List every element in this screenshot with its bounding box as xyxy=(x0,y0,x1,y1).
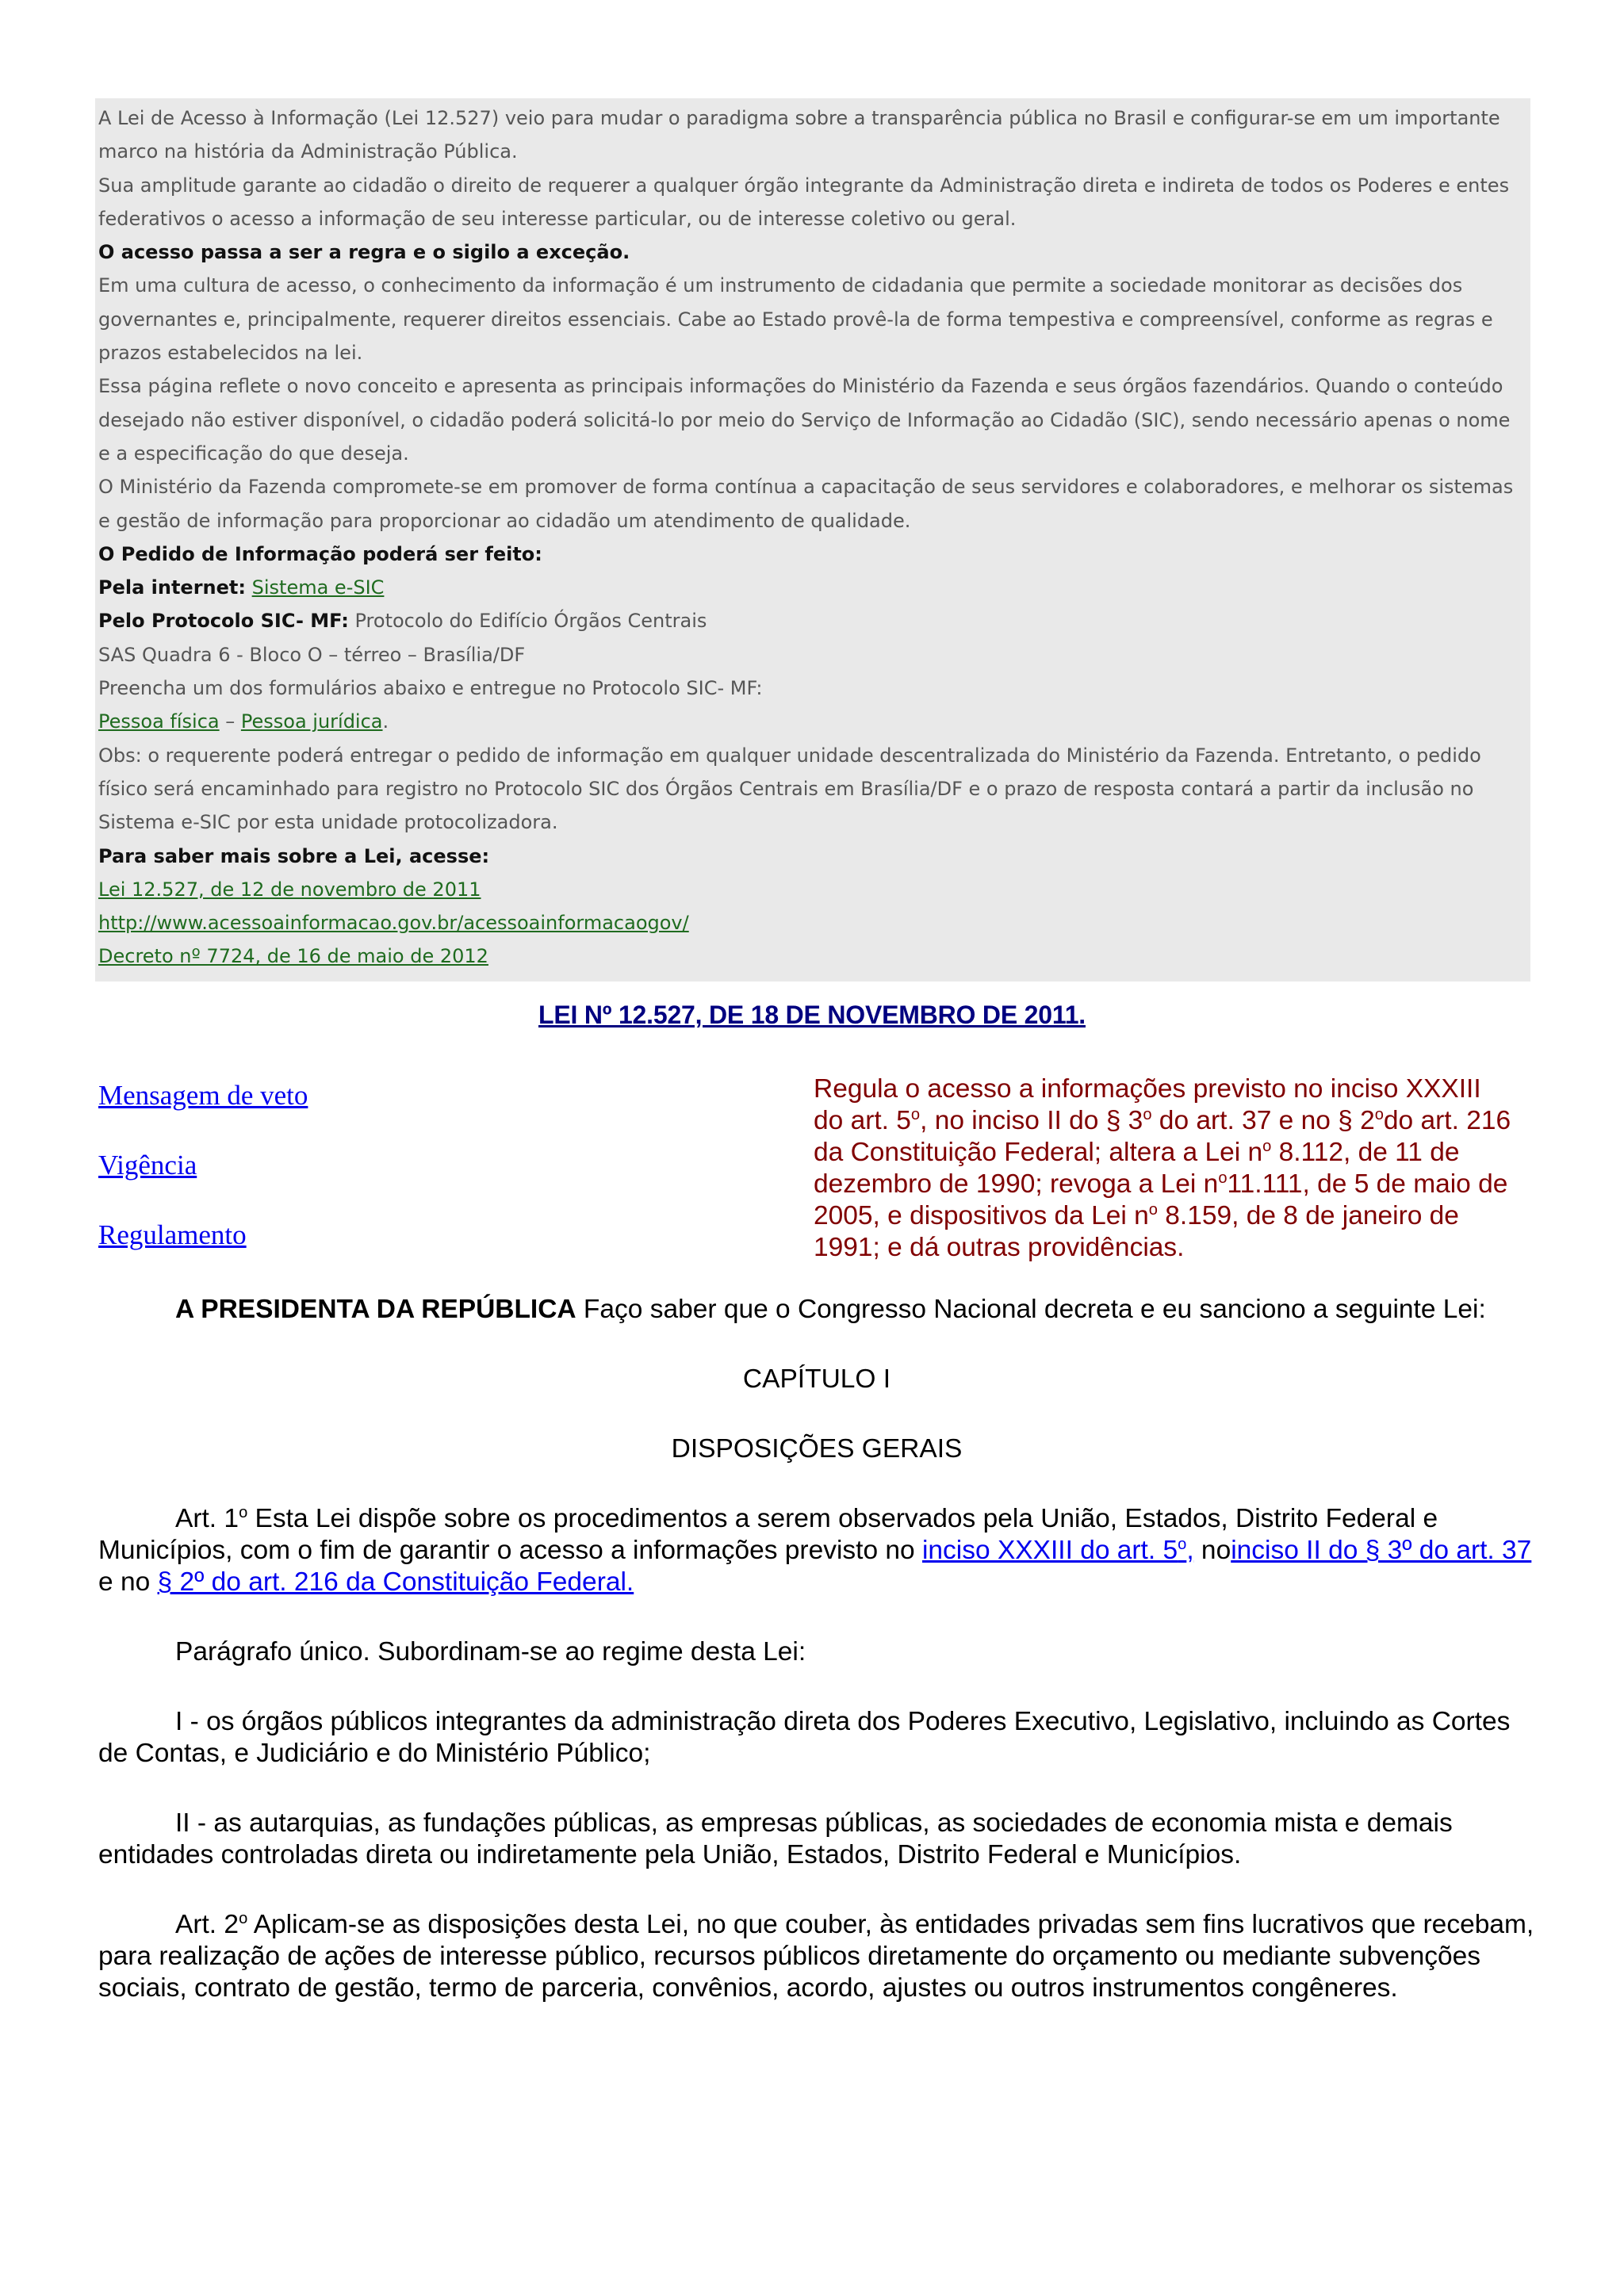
ementa-text: 8.112, de 11 de dezembro de 1990; revoga a Lei n xyxy=(814,1138,1460,1199)
law-ementa xyxy=(814,1073,1511,1264)
art2-text: Aplicam-se as disposições desta Lei, no que couber, às entidades privadas sem fins lucrativos que recebam, para realização de ações de interesse público, recursos públicos diretamente do orçamento ou mediante subvenções sociais, contrato de gestão, termo de parceria, convênios, acordo, ajustes ou outros instrumentos congêneres. xyxy=(98,1910,1534,2003)
ordinal: o xyxy=(1178,1535,1187,1553)
inciso-xxxiii-link[interactable] xyxy=(922,1536,1194,1565)
law-title[interactable]: LEI Nº 12.527, DE 18 DE NOVEMBRO DE 2011. xyxy=(538,1001,1086,1029)
lei-link[interactable]: Lei 12.527, de 12 de novembro de 2011 xyxy=(98,878,481,901)
side-links xyxy=(98,1080,308,1289)
learn-more-heading: Para saber mais sobre a Lei, acesse: xyxy=(98,844,490,867)
chapter-title: DISPOSIÇÕES GERAIS xyxy=(671,1434,963,1464)
ementa-text: do art. 37 e no § 2 xyxy=(1151,1106,1375,1135)
ordinal: o xyxy=(239,1909,248,1927)
ordinal: o xyxy=(1218,1169,1228,1187)
ementa-text: , no inciso II do § 3 xyxy=(920,1106,1143,1135)
preamble-bold: A PRESIDENTA DA REPÚBLICA xyxy=(175,1295,576,1324)
preamble xyxy=(98,1294,1535,1326)
ementa-text: Regula o acesso a informações previsto no inciso XXXIII do art. 5 xyxy=(814,1074,1481,1135)
article-2 xyxy=(98,1909,1535,2004)
page-description-paragraph: Essa página reflete o novo conceito e apresenta as principais informações do Ministério da Fazenda e seus órgãos fazendários. Quando o conteúdo desejado não estiver disponível, o cidadão poderá solicitá-lo por meio do Serviço de Informação ao Cidadão (SIC), sendo necessário apenas o nome e a especificação do que deseja. xyxy=(98,375,1511,465)
decreto-link[interactable]: Decreto nº 7724, de 16 de maio de 2012 xyxy=(98,945,488,968)
vigencia-link[interactable]: Vigência xyxy=(98,1150,197,1181)
access-rule-heading: O acesso passa a ser a regra e o sigilo a exceção. xyxy=(98,241,630,264)
art2-label: Art. 2 xyxy=(175,1910,239,1939)
ordinal: o xyxy=(1374,1105,1384,1123)
request-heading: O Pedido de Informação poderá ser feito: xyxy=(98,542,542,565)
ordinal: o xyxy=(1262,1137,1272,1155)
forms-links-line xyxy=(98,705,1527,738)
commitment-paragraph: O Ministério da Fazenda compromete-se em promover de forma contínua a capacitação de seus servidores e colaboradores, e melhorar os sistemas e gestão de informação para proporcionar ao cidadão um atendimento de qualidade. xyxy=(98,476,1514,532)
ordinal: o xyxy=(1148,1200,1158,1219)
ordinal: o xyxy=(239,1503,248,1521)
inciso-ii-link[interactable]: inciso II do § 3º do art. 37 xyxy=(1231,1536,1532,1565)
ementa-text: do art. 216 da Constituição Federal; altera a Lei n xyxy=(814,1106,1511,1167)
internet-line xyxy=(98,571,1527,604)
forms-line: Preencha um dos formulários abaixo e entregue no Protocolo SIC- MF: xyxy=(98,677,763,700)
inciso-2: II - as autarquias, as fundações públicas, as empresas públicas, as sociedades de economia mista e demais entidades controladas direta ou indiretamente pela União, Estados, Distrito Federal e Municípios. xyxy=(98,1808,1453,1869)
art1-label: Art. 1 xyxy=(175,1504,239,1533)
protocol-line xyxy=(98,604,1527,637)
preamble-text: Faço saber que o Congresso Nacional decreta e eu sanciono a seguinte Lei: xyxy=(576,1295,1486,1324)
regulamento-link[interactable]: Regulamento xyxy=(98,1219,247,1250)
paragrafo-unico: Parágrafo único. Subordinam-se ao regime desta Lei: xyxy=(175,1637,806,1667)
separator: – xyxy=(219,710,241,733)
esic-link[interactable]: Sistema e-SIC xyxy=(251,576,385,599)
culture-paragraph: Em uma cultura de acesso, o conhecimento da informação é um instrumento de cidadania que permite a sociedade monitorar as decisões dos governantes e, principalmente, requerer direitos essenciais. Cabe ao Estado provê-la de forma tempestiva e compreensível, conforme as regras e prazos estabelecidos na lei. xyxy=(98,274,1493,365)
protocol-text: Protocolo do Edifício Órgãos Centrais xyxy=(354,610,707,633)
info-box xyxy=(95,98,1530,982)
period: . xyxy=(382,710,389,733)
internet-label: Pela internet: xyxy=(98,576,246,599)
acesso-site-link[interactable]: http://www.acessoainformacao.gov.br/acessoainformacaogov/ xyxy=(98,912,689,935)
chapter-heading: CAPÍTULO I xyxy=(742,1364,891,1394)
inciso-1: I - os órgãos públicos integrantes da administração direta dos Poderes Executivo, Legislativo, incluindo as Cortes de Contas, e Judiciário e do Ministério Público; xyxy=(98,1707,1511,1768)
art1-no: no xyxy=(1193,1536,1231,1565)
address-line: SAS Quadra 6 - Bloco O – térreo – Brasília/DF xyxy=(98,643,526,666)
amplitude-paragraph: Sua amplitude garante ao cidadão o direito de requerer a qualquer órgão integrante da Administração direta e indireta de todos os Poderes e entes federativos o acesso a informação de seu interesse particular, ou de interesse coletivo ou geral. xyxy=(98,174,1510,230)
ordinal: o xyxy=(1143,1105,1152,1123)
art-216-link[interactable]: § 2º do art. 216 da Constituição Federal. xyxy=(157,1567,634,1597)
intro-paragraph: A Lei de Acesso à Informação (Lei 12.527) veio para mudar o paradigma sobre a transparência pública no Brasil e configurar-se em um importante marco na história da Administração Pública. xyxy=(98,107,1500,163)
link-text: inciso XXXIII do art. 5 xyxy=(921,1536,1178,1565)
link-text: , xyxy=(1186,1536,1194,1565)
ementa-text: 11.111, de 5 de maio de 2005, e dispositivos da Lei n xyxy=(814,1169,1508,1230)
law-body xyxy=(98,1294,1535,2042)
obs-paragraph: Obs: o requerente poderá entregar o pedido de informação em qualquer unidade descentralizada do Ministério da Fazenda. Entretanto, o pedido físico será encaminhado para registro no Protocolo SIC dos Órgãos Centrais em Brasília/DF e o prazo de resposta contará a partir da inclusão no Sistema e-SIC por esta unidade protocolizadora. xyxy=(98,744,1481,834)
article-1 xyxy=(98,1503,1535,1598)
pessoa-fisica-link[interactable]: Pessoa física xyxy=(98,710,220,733)
protocol-label: Pelo Protocolo SIC- MF: xyxy=(98,610,349,633)
pessoa-juridica-link[interactable]: Pessoa jurídica xyxy=(240,710,383,733)
art1-e-no: e no xyxy=(98,1567,158,1597)
veto-message-link[interactable]: Mensagem de veto xyxy=(98,1080,308,1111)
ordinal: o xyxy=(910,1105,921,1123)
art1-text: Esta Lei dispõe sobre os procedimentos a serem observados pela União, Estados, Distrito Federal e Municípios, com o fim de garantir o acesso a informações previsto no xyxy=(98,1504,1438,1565)
ementa-text: 8.159, de 8 de janeiro de 1991; e dá outras providências. xyxy=(814,1201,1459,1262)
